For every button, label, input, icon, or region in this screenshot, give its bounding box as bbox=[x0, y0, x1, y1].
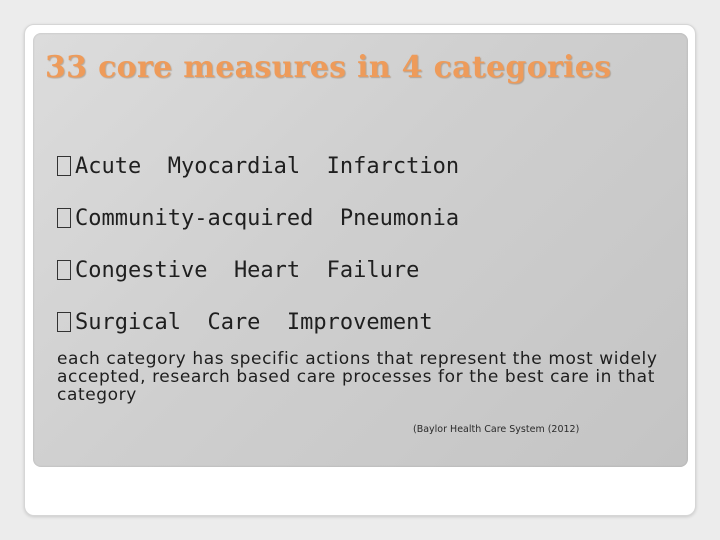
slide-title: 33 core measures in 4 categories bbox=[45, 50, 612, 85]
bullet-text: Acute Myocardial Infarction bbox=[75, 153, 460, 179]
bullet-text: Surgical Care Improvement bbox=[75, 309, 433, 335]
empty-box-icon bbox=[57, 208, 71, 228]
list-item bbox=[57, 192, 459, 244]
citation: (Baylor Health Care System (2012) bbox=[413, 424, 580, 435]
empty-box-icon bbox=[57, 312, 71, 332]
description-text: each category has specific actions that represent the most widely accepted, research based care processes for the best care in that category bbox=[57, 349, 658, 405]
empty-box-icon bbox=[57, 156, 71, 176]
bullet-text: Community-acquired Pneumonia bbox=[75, 205, 460, 231]
bullet-list bbox=[57, 140, 459, 348]
empty-box-icon bbox=[57, 260, 71, 280]
list-item bbox=[57, 140, 459, 192]
list-item bbox=[57, 244, 459, 296]
list-item bbox=[57, 296, 459, 348]
bullet-text: Congestive Heart Failure bbox=[75, 257, 420, 283]
